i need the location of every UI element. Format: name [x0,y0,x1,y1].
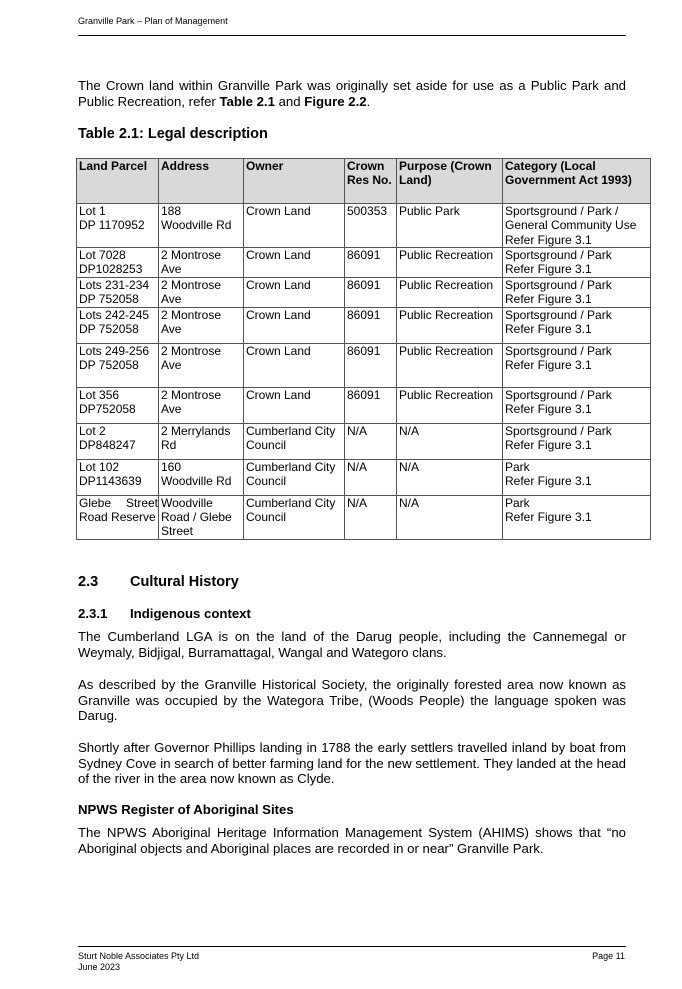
table-cell: 86091 [345,277,397,307]
paragraph-darug: The Cumberland LGA is on the land of the Darug people, including the Cannemegal or Weymaly, Bidjigal, Burramattagal, Wangal and Wategoro clans. [78,629,626,660]
table-cell: 160 Woodville Rd [159,459,244,495]
table-cell: Lot 102 DP1143639 [77,459,159,495]
table-cell: Lot 7028 DP1028253 [77,248,159,278]
table-cell: Cumberland City Council [244,495,345,539]
table-cell: 500353 [345,204,397,248]
table-cell: Sportsground / Park Refer Figure 3.1 [503,277,651,307]
table-cell: Crown Land [244,248,345,278]
intro-text-after: . [366,94,371,109]
table-cell: 86091 [345,387,397,423]
table-cell: 2 Montrose Ave [159,307,244,343]
subsection-title: Indigenous context [130,606,251,621]
footer-divider [78,946,626,947]
page-header: Granville Park – Plan of Management [78,16,228,26]
table-cell: Lots 249-256 DP 752058 [77,343,159,387]
table-cell: 2 Montrose Ave [159,343,244,387]
section-number: 2.3 [78,574,99,590]
table-row [77,343,651,387]
table-row [77,423,651,459]
table-row [77,248,651,278]
table-cell: Glebe Street Road Reserve [77,495,159,539]
table-cell: N/A [345,423,397,459]
footer-company: Sturt Noble Associates Pty Ltd [78,951,200,961]
table-cell: Public Recreation [397,387,503,423]
header-address: Address [159,159,244,204]
table-cell: 86091 [345,343,397,387]
table-cell: Sportsground / Park Refer Figure 3.1 [503,343,651,387]
table-cell: Woodville Road / Glebe Street [159,495,244,539]
table-cell: Public Recreation [397,277,503,307]
table-row [77,204,651,248]
table-cell: Public Recreation [397,343,503,387]
header-crown-res-no: Crown Res No. [345,159,397,204]
table-cell: Crown Land [244,204,345,248]
table-cell: N/A [397,459,503,495]
table-cell: Lot 356 DP752058 [77,387,159,423]
table-cell: 2 Merrylands Rd [159,423,244,459]
table-cell: Sportsground / Park / General Community Use Refer Figure 3.1 [503,204,651,248]
table-row [77,459,651,495]
table-cell: Crown Land [244,387,345,423]
table-row [77,277,651,307]
table-cell: Lots 242-245 DP 752058 [77,307,159,343]
figure-reference: Figure 2.2 [304,94,367,109]
table-cell: Crown Land [244,277,345,307]
table-cell: Lot 1 DP 1170952 [77,204,159,248]
footer-page-number: Page 11 [592,951,625,961]
table-cell: 2 Montrose Ave [159,277,244,307]
table-cell: Sportsground / Park Refer Figure 3.1 [503,387,651,423]
table-cell: 2 Montrose Ave [159,387,244,423]
subsection-heading [78,606,251,621]
table-cell: Lots 231-234 DP 752058 [77,277,159,307]
header-category: Category (Local Government Act 1993) [503,159,651,204]
section-title: Cultural History [130,574,239,590]
intro-text-mid: and [274,94,305,109]
table-row [77,387,651,423]
table-header-row [77,159,651,204]
table-cell: Cumberland City Council [244,423,345,459]
table-cell: Park Refer Figure 3.1 [503,459,651,495]
table-cell: Crown Land [244,307,345,343]
paragraph-settlers: Shortly after Governor Phillips landing in 1788 the early settlers travelled inland by boat from Sydney Cove in search of better farming land for the new settlement. They landed at the head of the river in the area now known as Clyde. [78,740,626,787]
table-cell: Cumberland City Council [244,459,345,495]
footer-left [78,951,199,973]
table-row [77,307,651,343]
table-cell: Park Refer Figure 3.1 [503,495,651,539]
header-purpose: Purpose (Crown Land) [397,159,503,204]
table-title: Table 2.1: Legal description [78,126,268,142]
footer-date: June 2023 [78,962,121,972]
header-owner: Owner [244,159,345,204]
header-divider [78,35,626,36]
table-cell: N/A [397,495,503,539]
legal-description-table [76,158,651,540]
table-cell: N/A [397,423,503,459]
table-cell: Public Recreation [397,307,503,343]
table-cell: Sportsground / Park Refer Figure 3.1 [503,248,651,278]
table-cell: Crown Land [244,343,345,387]
table-cell: N/A [345,495,397,539]
table-cell: Sportsground / Park Refer Figure 3.1 [503,307,651,343]
intro-paragraph [78,78,626,110]
intro-text-before: The Crown land within Granville Park was originally set aside for use as a Public Park and Public Recreation, refer [78,78,626,109]
npws-heading: NPWS Register of Aboriginal Sites [78,802,294,817]
table-cell: 86091 [345,248,397,278]
table-reference: Table 2.1 [219,94,275,109]
paragraph-historical-society: As described by the Granville Historical Society, the originally forested area now known as Granville was occupied by the Wategora Tribe, (Woods People) the language spoken was Darug. [78,677,626,724]
header-land-parcel: Land Parcel [77,159,159,204]
subsection-number: 2.3.1 [78,606,108,621]
table-cell: 188 Woodville Rd [159,204,244,248]
table-cell: 2 Montrose Ave [159,248,244,278]
table-cell: Public Recreation [397,248,503,278]
npws-paragraph: The NPWS Aboriginal Heritage Information Management System (AHIMS) shows that “no Aboriginal objects and Aboriginal places are recorded in or near” Granville Park. [78,825,626,856]
table-cell: Public Park [397,204,503,248]
section-heading [78,574,239,590]
table-cell: N/A [345,459,397,495]
table-cell: 86091 [345,307,397,343]
table-cell: Sportsground / Park Refer Figure 3.1 [503,423,651,459]
table-cell: Lot 2 DP848247 [77,423,159,459]
table-row [77,495,651,539]
